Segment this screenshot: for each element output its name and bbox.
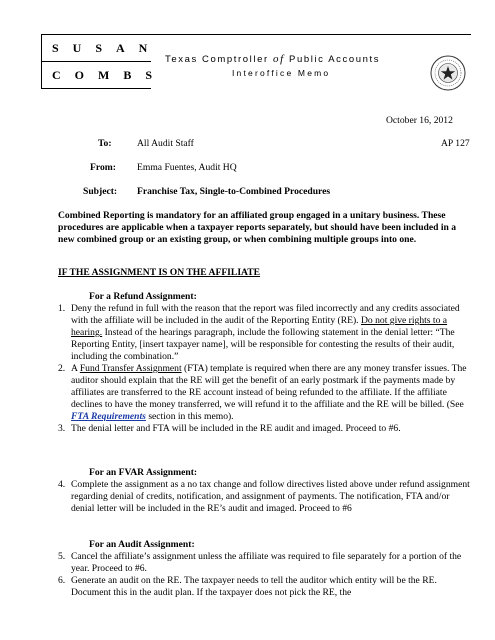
list-item <box>58 303 471 363</box>
memo-date: October 16, 2012 <box>386 115 453 126</box>
letterhead-office-part2: Public Accounts <box>289 54 381 65</box>
item-text: Instead of the hearings paragraph, include the following statement in the denial letter: “The Reporting Entity, [insert taxpayer name], will be responsible for contesting the results of their audit, including the combination.” <box>71 327 455 362</box>
refund-list <box>58 303 471 435</box>
item-text: (FTA) template is required when there are any money transfer issues. The auditor should explain that the RE will get the benefit of an early postmark if the payments made by affiliates are transferred to the RE account instead of being refunded to the affiliate. If the affiliate declines to have the money transferred, we will refund it to the affiliate and the RE will be billed. (See <box>71 363 467 410</box>
letterhead-subtitle: Interoffice Memo <box>232 68 331 78</box>
list-item <box>58 551 471 575</box>
list-item <box>58 423 471 435</box>
letterhead-top-rule <box>41 34 471 35</box>
fvar-list <box>58 479 471 515</box>
item-text-underlined: Do not give rights to a hearing. <box>71 315 448 338</box>
item-text-underlined: Fund Transfer Assignment <box>79 363 182 374</box>
list-item <box>58 479 471 515</box>
letterhead-office-of: of <box>273 53 285 65</box>
subject-value: Franchise Tax, Single-to-Combined Procedures <box>137 186 331 197</box>
item-number: 1. <box>58 303 66 314</box>
from-value: Emma Fuentes, Audit HQ <box>137 162 237 173</box>
refund-heading: For a Refund Assignment: <box>89 291 197 302</box>
from-label: From: <box>90 162 116 173</box>
item-text: section in this memo). <box>148 411 234 422</box>
item-text: A <box>71 363 78 374</box>
item-text: Deny the refund in full with the reason that the report was filed incorrectly and any credits associated with the affiliate will be included in the audit of the Reporting Entity (RE). <box>71 303 460 326</box>
letterhead-bottom-rule <box>41 88 151 89</box>
to-label: To: <box>98 138 112 149</box>
item-text: Complete the assignment as a no tax change and follow directives listed above under refund assignment regarding denial of credits, notification, and assignment of payments. The notification, FTA and/or denial letter will be included in the RE’s audit and imaged. Proceed to #6 <box>71 479 470 514</box>
subject-label: Subject: <box>83 186 118 197</box>
audit-list <box>58 551 471 599</box>
letterhead-mid-rule <box>41 61 151 62</box>
letterhead-office-part1: Texas Comptroller <box>165 54 269 65</box>
letterhead-name-first: SUSAN <box>52 41 162 55</box>
letterhead-office <box>165 53 380 65</box>
item-number: 5. <box>58 551 66 562</box>
letterhead-name-last: COMBS <box>52 68 167 82</box>
list-item <box>58 363 471 423</box>
to-value: All Audit Staff <box>137 138 194 149</box>
item-text: The denial letter and FTA will be included in the RE audit and imaged. Proceed to #6. <box>71 423 401 434</box>
item-number: 3. <box>58 423 66 434</box>
fta-requirements-link[interactable]: FTA Requirements <box>71 411 146 422</box>
texas-state-seal-icon <box>430 55 466 91</box>
item-number: 2. <box>58 363 66 374</box>
item-number: 6. <box>58 575 66 586</box>
audit-heading: For an Audit Assignment: <box>89 539 195 550</box>
item-text: Cancel the affiliate’s assignment unless the affiliate was required to file separately for a portion of the year. Proceed to #6. <box>71 551 462 574</box>
section-heading: IF THE ASSIGNMENT IS ON THE AFFILIATE <box>58 267 261 278</box>
fvar-heading: For an FVAR Assignment: <box>89 467 198 478</box>
list-item <box>58 575 471 599</box>
item-text: Generate an audit on the RE. The taxpayer needs to tell the auditor which entity will be the RE. Document this in the audit plan. If the taxpayer does not pick the RE, the <box>71 575 437 598</box>
memo-reference: AP 127 <box>441 138 470 149</box>
intro-paragraph: Combined Reporting is mandatory for an affiliated group engaged in a unitary business. These procedures are applicable when a taxpayer reports separately, but should have been included in a new combined group or an existing group, or when combining multiple groups into one. <box>58 210 457 245</box>
item-number: 4. <box>58 479 66 490</box>
